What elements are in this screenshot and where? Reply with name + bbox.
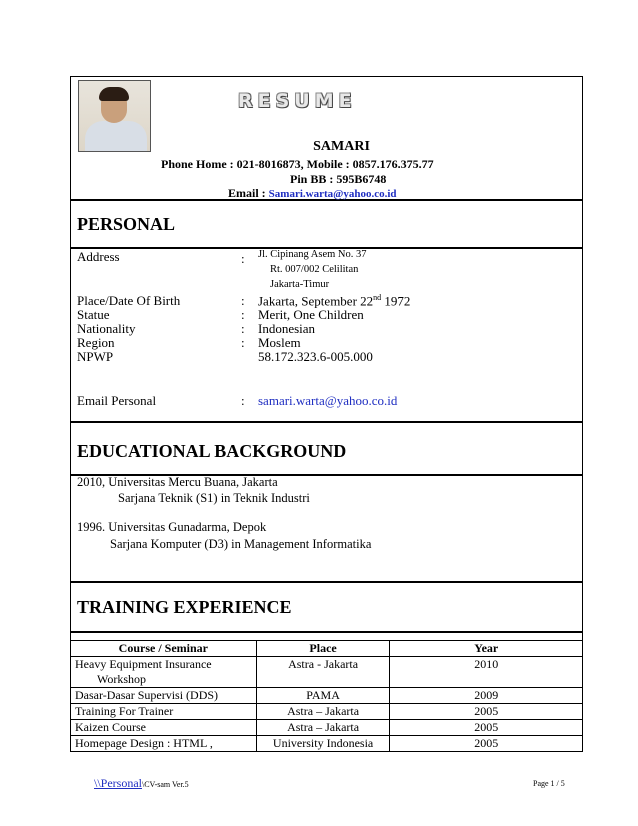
training-table [70, 640, 583, 752]
birth-label: Place/Date Of Birth [77, 293, 181, 308]
page-number: Page 1 / 5 [533, 779, 565, 788]
column-header-course: Course / Seminar [71, 641, 257, 657]
address-line-2: Rt. 007/002 Celilitan [270, 264, 359, 275]
table-row [71, 657, 583, 688]
table-row [71, 688, 583, 704]
email-line [228, 186, 397, 201]
email-personal-link[interactable] [258, 393, 397, 409]
year-cell: 2009 [390, 688, 583, 704]
statue-label: Statue [77, 307, 110, 322]
nationality-colon: : [241, 321, 245, 336]
place-cell: Astra - Jakarta [256, 657, 390, 688]
course-cell [71, 657, 257, 688]
table-row [71, 704, 583, 720]
year-cell: 2005 [390, 720, 583, 736]
header-email-link[interactable]: Samari.warta@yahoo.co.id [268, 188, 397, 200]
education-entry-1-line-2: Sarjana Teknik (S1) in Teknik Industri [118, 491, 310, 505]
phone-line: Phone Home : 021-8016873, Mobile : 0857.176.375.77 [161, 157, 434, 171]
nationality-label: Nationality [77, 321, 136, 336]
statue-colon: : [241, 307, 245, 322]
birth-value-year: 1972 [381, 293, 411, 309]
place-cell: University Indonesia [256, 736, 390, 752]
footer-path-text: \CV-sam Ver.5 [142, 780, 189, 789]
column-header-place: Place [256, 641, 390, 657]
place-cell: PAMA [256, 688, 390, 704]
training-heading: TRAINING EXPERIENCE [77, 597, 292, 617]
pinbb-value: : 595B6748 [329, 172, 387, 186]
education-entry-2-line-2: Sarjana Komputer (D3) in Management Informatika [110, 537, 372, 551]
address-line-3: Jakarta-Timur [270, 279, 330, 290]
footer-path [94, 776, 189, 791]
course-cell: Training For Trainer [71, 704, 257, 720]
education-entry-1-line-1: 2010, Universitas Mercu Buana, Jakarta [77, 475, 278, 489]
place-cell: Astra – Jakarta [256, 720, 390, 736]
education-entry-2-line-1: 1996. Universitas Gunadarma, Depok [77, 520, 267, 534]
table-row [71, 720, 583, 736]
email-personal-anchor[interactable]: samari.warta@yahoo.co.id [258, 393, 398, 408]
address-line-1: Jl. Cipinang Asem No. 37 [258, 249, 367, 260]
resume-title: RESUME [238, 90, 357, 112]
column-header-year: Year [390, 641, 583, 657]
nationality-value: Indonesian [258, 321, 316, 336]
course-cell: Homepage Design : HTML , [71, 736, 257, 752]
region-label: Region [77, 335, 115, 350]
region-value: Moslem [258, 335, 301, 350]
year-cell: 2010 [390, 657, 583, 688]
personal-heading: PERSONAL [77, 214, 176, 234]
education-heading: EDUCATIONAL BACKGROUND [77, 441, 347, 461]
course-cell: Kaizen Course [71, 720, 257, 736]
footer-personal-link[interactable]: \\Personal [94, 776, 142, 790]
email-personal-label: Email Personal [77, 393, 157, 408]
birth-colon: : [241, 293, 245, 308]
year-cell: 2005 [390, 704, 583, 720]
address-label: Address [77, 249, 120, 264]
table-row [71, 736, 583, 752]
candidate-name: SAMARI [313, 139, 370, 154]
place-cell: Astra – Jakarta [256, 704, 390, 720]
year-cell: 2005 [390, 736, 583, 752]
region-colon: : [241, 335, 245, 350]
birth-value-main: Jakarta, September 22 [258, 293, 374, 309]
address-colon: : [241, 251, 245, 266]
npwp-label: NPWP [77, 349, 114, 364]
table-header-row [71, 641, 583, 657]
pinbb-line [290, 172, 386, 187]
statue-value: Merit, One Children [258, 307, 364, 322]
course-text-cont: Workshop [97, 672, 147, 686]
email-personal-colon: : [241, 393, 245, 408]
birth-value-sup: nd [373, 293, 382, 302]
course-text: Heavy Equipment Insurance [75, 657, 212, 671]
course-cell: Dasar-Dasar Supervisi (DDS) [71, 688, 257, 704]
email-label: Email : [228, 186, 266, 200]
npwp-value: 58.172.323.6-005.000 [258, 349, 373, 364]
pinbb-label: Pin BB [290, 172, 327, 186]
